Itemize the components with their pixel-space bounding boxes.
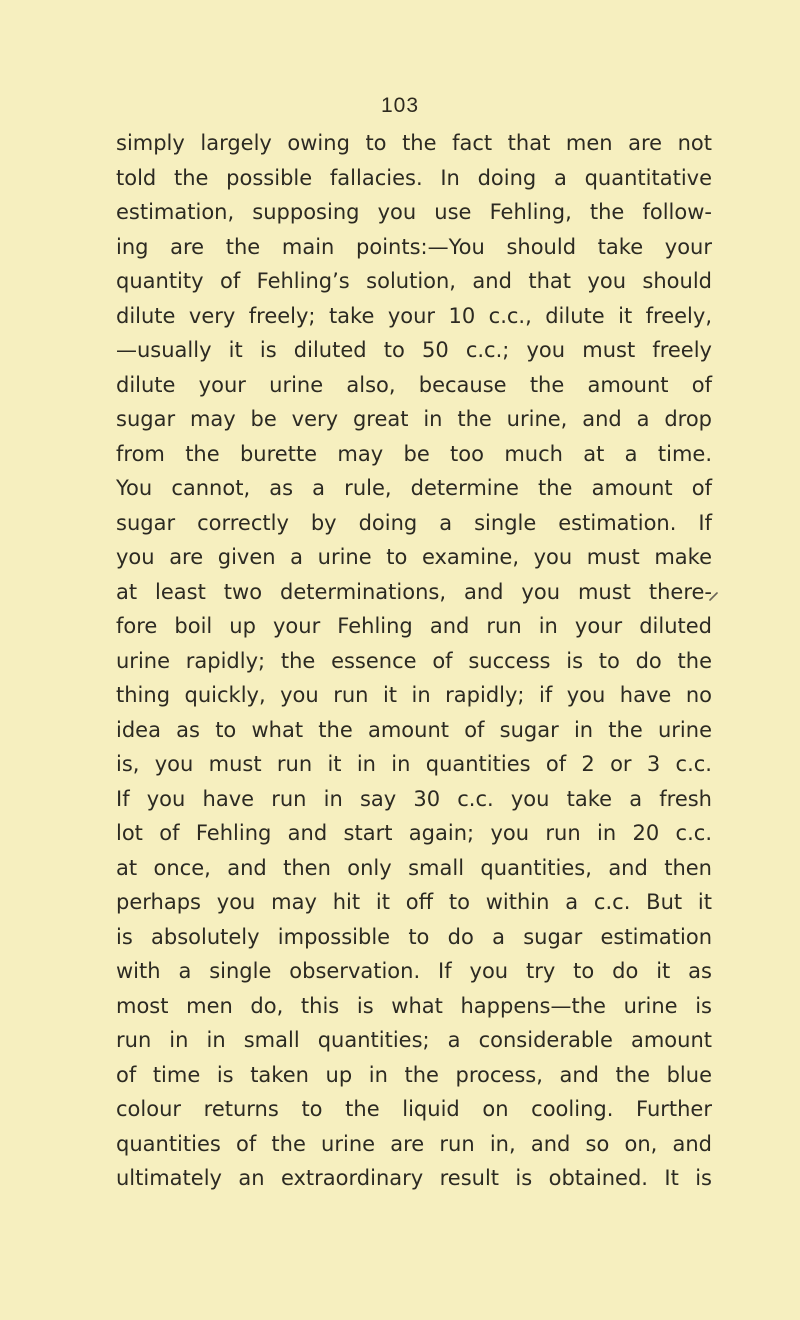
text-line: thing quickly, you run it in rapidly; if you have no bbox=[116, 683, 712, 707]
text-line: told the possible fallacies. In doing a quantitative bbox=[116, 165, 712, 190]
text-line: ultimately an extraordinary result is obtained. It is bbox=[116, 1166, 712, 1190]
text-line: run in in small quantities; a considerable amount bbox=[116, 1028, 712, 1052]
text-line: If you have run in say 30 c.c. you take a fresh bbox=[116, 786, 712, 811]
pencil-mark-icon bbox=[709, 591, 719, 601]
text-line: at least two determinations, and you must there- bbox=[116, 579, 712, 604]
text-line: of time is taken up in the process, and the blue bbox=[116, 1062, 712, 1087]
text-line: is absolutely impossible to do a sugar estimation bbox=[116, 924, 712, 949]
text-line: sugar may be very great in the urine, and a drop bbox=[116, 407, 712, 431]
text-line: perhaps you may hit it off to within a c.c. But it bbox=[116, 890, 712, 914]
text-line: sugar correctly by doing a single estimation. If bbox=[116, 510, 712, 535]
text-line: quantities of the urine are run in, and so on, and bbox=[116, 1131, 712, 1156]
text-line: from the burette may be too much at a time. bbox=[116, 441, 712, 466]
text-line: idea as to what the amount of sugar in the urine bbox=[116, 717, 712, 742]
text-line: lot of Fehling and start again; you run in 20 c.c. bbox=[116, 821, 712, 845]
text-line: estimation, supposing you use Fehling, the follow- bbox=[116, 200, 712, 224]
body-text bbox=[116, 126, 712, 1196]
text-line: dilute very freely; take your 10 c.c., dilute it freely, bbox=[116, 303, 712, 328]
text-line: urine rapidly; the essence of success is to do the bbox=[116, 648, 712, 673]
text-line: most men do, this is what happens—the urine is bbox=[116, 993, 712, 1018]
page-number: 103 bbox=[380, 94, 420, 117]
text-line: with a single observation. If you try to do it as bbox=[116, 959, 712, 983]
text-line: colour returns to the liquid on cooling. Further bbox=[116, 1097, 712, 1121]
text-line: you are given a urine to examine, you must make bbox=[116, 545, 712, 569]
text-line: fore boil up your Fehling and run in your diluted bbox=[116, 614, 712, 638]
text-line: You cannot, as a rule, determine the amount of bbox=[116, 476, 712, 500]
text-line: ing are the main points:—You should take your bbox=[116, 234, 712, 259]
text-line: at once, and then only small quantities, and then bbox=[116, 855, 712, 880]
text-line: simply largely owing to the fact that men are not bbox=[116, 131, 712, 155]
text-line: dilute your urine also, because the amount of bbox=[116, 372, 712, 397]
text-line: is, you must run it in in quantities of 2 or 3 c.c. bbox=[116, 752, 712, 776]
text-line: quantity of Fehling’s solution, and that you should bbox=[116, 269, 712, 293]
text-line: —usually it is diluted to 50 c.c.; you must freely bbox=[116, 338, 712, 362]
